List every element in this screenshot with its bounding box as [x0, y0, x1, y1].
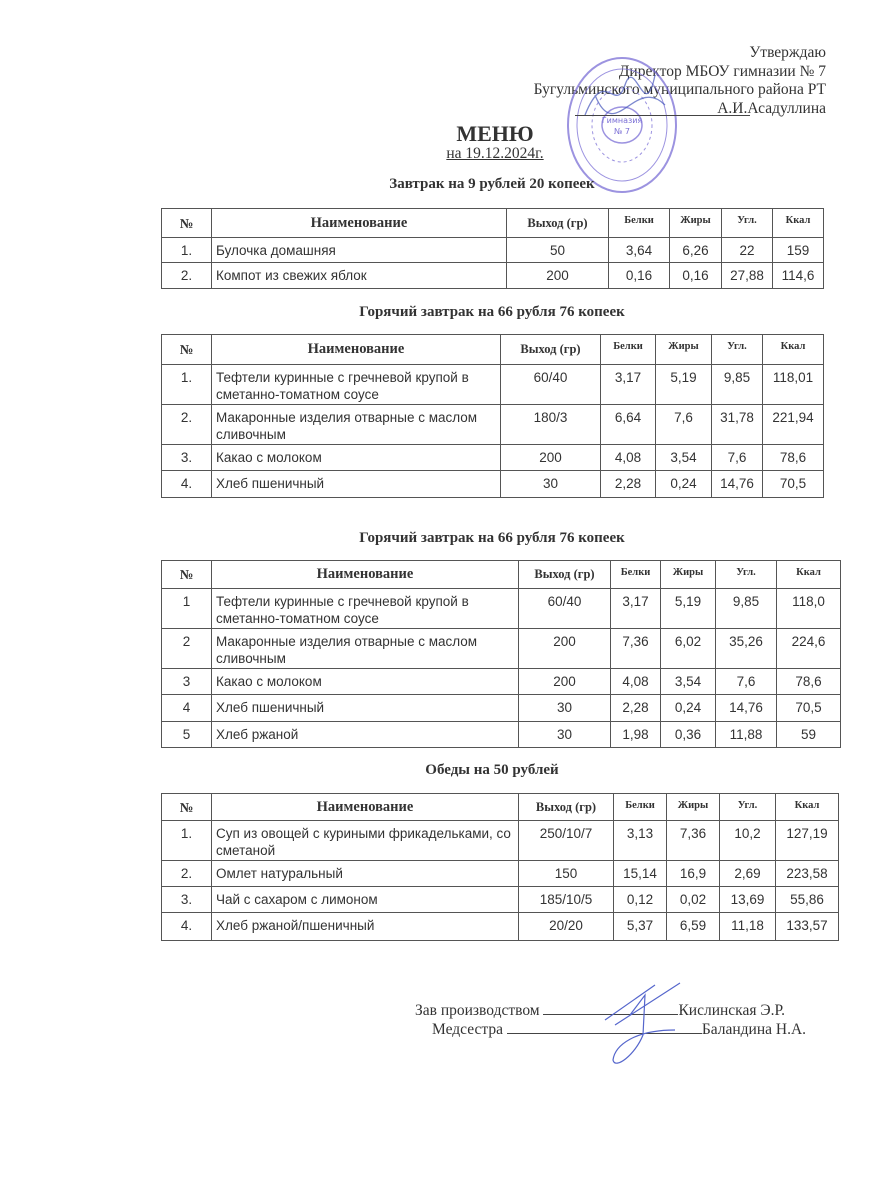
cell-yield: 30 — [519, 695, 611, 722]
cell-carbs: 27,88 — [722, 263, 773, 289]
cell-name: Суп из овощей с куриными фрикадельками, со сметаной — [212, 821, 519, 861]
cell-name: Хлеб ржаной — [212, 722, 519, 748]
page-title: МЕНЮ — [456, 121, 534, 146]
approval-position: Директор МБОУ гимназии № 7 — [618, 62, 826, 80]
table-row — [162, 861, 839, 887]
signature-role: Зав производством — [415, 1002, 540, 1019]
signature-name: Кислинская Э.Р. — [678, 1002, 786, 1019]
header-yield: Выход (гр) — [519, 794, 614, 821]
table-row — [162, 263, 824, 289]
cell-name: Какао с молоком — [212, 445, 501, 471]
cell-protein: 4,08 — [611, 669, 661, 695]
header-name: Наименование — [212, 794, 519, 821]
cell-name: Компот из свежих яблок — [212, 263, 507, 289]
cell-kcal: 78,6 — [777, 669, 841, 695]
cell-yield: 30 — [519, 722, 611, 748]
cell-kcal: 127,19 — [776, 821, 839, 861]
header-fat: Жиры — [661, 561, 716, 589]
cell-number: 1. — [162, 821, 212, 861]
section-title: Горячий завтрак на 66 рубля 76 копеек — [359, 304, 625, 320]
approval-signature-line — [575, 115, 750, 116]
cell-name: Чай с сахаром с лимоном — [212, 887, 519, 913]
header-kcal: Ккал — [776, 794, 839, 821]
cell-protein: 3,13 — [614, 821, 667, 861]
cell-yield: 30 — [501, 471, 601, 498]
menu-table — [161, 208, 824, 289]
cell-yield: 60/40 — [519, 589, 611, 629]
table-row — [162, 695, 841, 722]
cell-number: 2. — [162, 861, 212, 887]
cell-protein: 0,12 — [614, 887, 667, 913]
cell-number: 3 — [162, 669, 212, 695]
cell-carbs: 7,6 — [712, 445, 763, 471]
handwritten-signature — [585, 975, 695, 1070]
header-kcal: Ккал — [773, 209, 824, 238]
section-title: Обеды на 50 рублей — [425, 762, 559, 778]
header-carbs: Угл. — [712, 335, 763, 365]
cell-yield: 150 — [519, 861, 614, 887]
cell-number: 1. — [162, 238, 212, 263]
header-kcal: Ккал — [777, 561, 841, 589]
cell-kcal: 55,86 — [776, 887, 839, 913]
cell-name: Макаронные изделия отварные с маслом сливочным — [212, 629, 519, 669]
header-protein: Белки — [601, 335, 656, 365]
header-protein: Белки — [611, 561, 661, 589]
cell-fat: 3,54 — [656, 445, 712, 471]
cell-number: 4. — [162, 471, 212, 498]
section-title: Горячий завтрак на 66 рубля 76 копеек — [359, 530, 625, 546]
cell-kcal: 118,01 — [763, 365, 824, 405]
header-fat: Жиры — [667, 794, 720, 821]
cell-protein: 7,36 — [611, 629, 661, 669]
cell-fat: 5,19 — [661, 589, 716, 629]
cell-protein: 2,28 — [601, 471, 656, 498]
cell-fat: 5,19 — [656, 365, 712, 405]
menu-table — [161, 560, 841, 748]
table-row — [162, 405, 824, 445]
cell-number: 2 — [162, 629, 212, 669]
approval-line: Утверждаю — [749, 44, 826, 61]
cell-protein: 4,08 — [601, 445, 656, 471]
cell-carbs: 10,2 — [720, 821, 776, 861]
cell-yield: 180/3 — [501, 405, 601, 445]
cell-kcal: 114,6 — [773, 263, 824, 289]
table-row — [162, 722, 841, 748]
svg-text:Гимназия: Гимназия — [601, 116, 643, 125]
cell-kcal: 70,5 — [763, 471, 824, 498]
cell-carbs: 13,69 — [720, 887, 776, 913]
cell-protein: 3,17 — [601, 365, 656, 405]
cell-yield: 20/20 — [519, 913, 614, 941]
cell-protein: 15,14 — [614, 861, 667, 887]
header-number: № — [162, 794, 212, 821]
cell-fat: 0,16 — [670, 263, 722, 289]
cell-carbs: 9,85 — [712, 365, 763, 405]
cell-carbs: 22 — [722, 238, 773, 263]
table-row — [162, 629, 841, 669]
cell-carbs: 9,85 — [716, 589, 777, 629]
cell-name: Булочка домашняя — [212, 238, 507, 263]
cell-number: 3. — [162, 887, 212, 913]
cell-yield: 50 — [507, 238, 609, 263]
table-row — [162, 445, 824, 471]
header-fat: Жиры — [670, 209, 722, 238]
cell-name: Омлет натуральный — [212, 861, 519, 887]
cell-kcal: 70,5 — [777, 695, 841, 722]
cell-number: 1 — [162, 589, 212, 629]
menu-date: на 19.12.2024г. — [446, 145, 544, 162]
cell-name: Хлеб пшеничный — [212, 695, 519, 722]
cell-number: 2. — [162, 263, 212, 289]
cell-fat: 3,54 — [661, 669, 716, 695]
table-row — [162, 471, 824, 498]
cell-protein: 3,17 — [611, 589, 661, 629]
header-fat: Жиры — [656, 335, 712, 365]
cell-yield: 200 — [507, 263, 609, 289]
cell-kcal: 223,58 — [776, 861, 839, 887]
cell-protein: 1,98 — [611, 722, 661, 748]
table-row — [162, 887, 839, 913]
cell-carbs: 31,78 — [712, 405, 763, 445]
approval-name: А.И.Асадуллина — [717, 99, 826, 117]
cell-name: Хлеб пшеничный — [212, 471, 501, 498]
header-carbs: Угл. — [716, 561, 777, 589]
cell-name: Хлеб ржаной/пшеничный — [212, 913, 519, 941]
cell-carbs: 14,76 — [716, 695, 777, 722]
header-name: Наименование — [212, 561, 519, 589]
section-title: Завтрак на 9 рублей 20 копеек — [389, 176, 595, 192]
cell-protein: 0,16 — [609, 263, 670, 289]
header-carbs: Угл. — [722, 209, 773, 238]
signature-role: Медсестра — [432, 1021, 503, 1038]
signature-name: Баландина Н.А. — [701, 1021, 807, 1038]
cell-protein: 6,64 — [601, 405, 656, 445]
cell-yield: 185/10/5 — [519, 887, 614, 913]
cell-protein: 2,28 — [611, 695, 661, 722]
table-row — [162, 913, 839, 941]
table-header-row — [162, 335, 824, 365]
cell-carbs: 11,18 — [720, 913, 776, 941]
table-row — [162, 821, 839, 861]
table-header-row — [162, 561, 841, 589]
header-protein: Белки — [614, 794, 667, 821]
header-protein: Белки — [609, 209, 670, 238]
cell-yield: 60/40 — [501, 365, 601, 405]
cell-protein: 5,37 — [614, 913, 667, 941]
cell-carbs: 7,6 — [716, 669, 777, 695]
header-number: № — [162, 561, 212, 589]
table-row — [162, 669, 841, 695]
cell-yield: 200 — [519, 629, 611, 669]
cell-fat: 0,24 — [656, 471, 712, 498]
cell-kcal: 133,57 — [776, 913, 839, 941]
cell-number: 3. — [162, 445, 212, 471]
cell-carbs: 35,26 — [716, 629, 777, 669]
svg-text:№ 7: № 7 — [614, 127, 630, 136]
cell-number: 5 — [162, 722, 212, 748]
header-name: Наименование — [212, 335, 501, 365]
cell-number: 4 — [162, 695, 212, 722]
header-yield: Выход (гр) — [501, 335, 601, 365]
cell-kcal: 159 — [773, 238, 824, 263]
cell-number: 1. — [162, 365, 212, 405]
cell-fat: 0,02 — [667, 887, 720, 913]
cell-name: Какао с молоком — [212, 669, 519, 695]
cell-number: 2. — [162, 405, 212, 445]
cell-yield: 200 — [519, 669, 611, 695]
menu-table — [161, 793, 839, 941]
cell-kcal: 221,94 — [763, 405, 824, 445]
header-yield: Выход (гр) — [507, 209, 609, 238]
cell-fat: 7,36 — [667, 821, 720, 861]
cell-carbs: 2,69 — [720, 861, 776, 887]
cell-name: Тефтели куринные с гречневой крупой в сметанно-томатном соусе — [212, 589, 519, 629]
cell-fat: 6,26 — [670, 238, 722, 263]
official-stamp — [565, 55, 680, 195]
table-row — [162, 589, 841, 629]
cell-name: Макаронные изделия отварные с маслом сливочным — [212, 405, 501, 445]
cell-protein: 3,64 — [609, 238, 670, 263]
cell-fat: 0,36 — [661, 722, 716, 748]
header-yield: Выход (гр) — [519, 561, 611, 589]
header-name: Наименование — [212, 209, 507, 238]
approval-district: Бугульминского муниципального района РТ — [533, 81, 826, 98]
cell-carbs: 11,88 — [716, 722, 777, 748]
cell-fat: 6,59 — [667, 913, 720, 941]
header-carbs: Угл. — [720, 794, 776, 821]
cell-fat: 7,6 — [656, 405, 712, 445]
cell-number: 4. — [162, 913, 212, 941]
cell-yield: 250/10/7 — [519, 821, 614, 861]
cell-fat: 6,02 — [661, 629, 716, 669]
cell-fat: 16,9 — [667, 861, 720, 887]
table-header-row — [162, 209, 824, 238]
header-number: № — [162, 209, 212, 238]
menu-table — [161, 334, 824, 498]
cell-carbs: 14,76 — [712, 471, 763, 498]
cell-kcal: 224,6 — [777, 629, 841, 669]
table-header-row — [162, 794, 839, 821]
cell-name: Тефтели куринные с гречневой крупой в сметанно-томатном соусе — [212, 365, 501, 405]
cell-kcal: 78,6 — [763, 445, 824, 471]
table-row — [162, 365, 824, 405]
cell-kcal: 59 — [777, 722, 841, 748]
header-number: № — [162, 335, 212, 365]
table-row — [162, 238, 824, 263]
header-kcal: Ккал — [763, 335, 824, 365]
cell-fat: 0,24 — [661, 695, 716, 722]
cell-kcal: 118,0 — [777, 589, 841, 629]
cell-yield: 200 — [501, 445, 601, 471]
